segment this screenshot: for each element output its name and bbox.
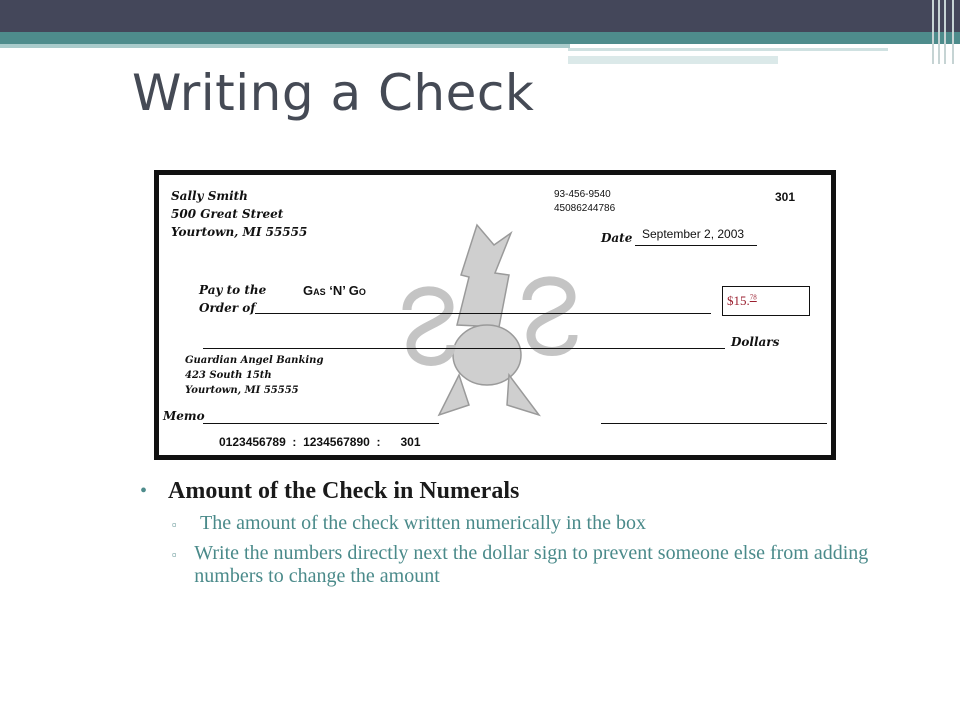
bank-address-line1: 423 South 15th — [185, 370, 272, 381]
account-holder-name: Sally Smith — [171, 189, 248, 203]
pay-to-label-line2: Order of — [199, 301, 256, 315]
bank-name: Guardian Angel Banking — [185, 355, 324, 366]
amount-dollars: $15. — [727, 293, 750, 308]
bullet-dot-icon: • — [140, 480, 148, 502]
signature-line — [601, 423, 827, 424]
amount-cents: 78 — [749, 293, 757, 302]
decor-line — [568, 56, 778, 64]
amount-numeral-box[interactable] — [722, 286, 810, 316]
dollars-label: Dollars — [731, 335, 780, 349]
written-amount-line — [203, 348, 725, 349]
pay-to-label-line1: Pay to the — [199, 283, 267, 297]
memo-label: Memo — [163, 409, 205, 423]
bullet-main-text: Amount of the Check in Numerals — [168, 478, 520, 504]
micr-line: 0123456789 : 1234567890 : 301 — [219, 435, 421, 449]
account-holder-address-line2: Yourtown, MI 55555 — [171, 225, 308, 239]
routing-bottom: 45086244786 — [554, 203, 616, 214]
bullet-sub-2 — [172, 542, 930, 588]
bullet-square-icon: ▫ — [172, 517, 177, 532]
payee-line — [255, 313, 711, 314]
bullet-sub-1 — [172, 512, 930, 536]
payee-name: Gas ‘N’ Go — [303, 283, 366, 298]
date-label: Date — [601, 231, 633, 245]
decor-line — [568, 48, 888, 51]
bullet-list — [140, 476, 930, 588]
check-image — [154, 170, 836, 460]
top-dark-bar — [0, 0, 960, 32]
bullet-square-icon: ▫ — [172, 547, 177, 562]
check-number: 301 — [775, 190, 796, 204]
date-line — [635, 245, 757, 246]
bullet-main — [140, 476, 930, 506]
bank-address-line2: Yourtown, MI 55555 — [185, 385, 299, 396]
routing-top: 93-456-9540 — [554, 189, 611, 200]
slide-title: Writing a Check — [132, 64, 535, 122]
memo-line — [203, 423, 439, 424]
date-value: September 2, 2003 — [642, 227, 745, 241]
top-teal-bar — [0, 32, 960, 44]
bullet-sub-2-text: Write the numbers directly next the dollar sign to prevent someone else from adding numbers to change the amount — [194, 542, 869, 587]
bullet-sub-1-text: The amount of the check written numerically in the box — [200, 512, 646, 534]
decor-line — [0, 44, 570, 48]
account-holder-address-line1: 500 Great Street — [171, 207, 284, 221]
money-angel-watermark-icon — [399, 215, 579, 425]
decor-stripes — [930, 0, 960, 64]
